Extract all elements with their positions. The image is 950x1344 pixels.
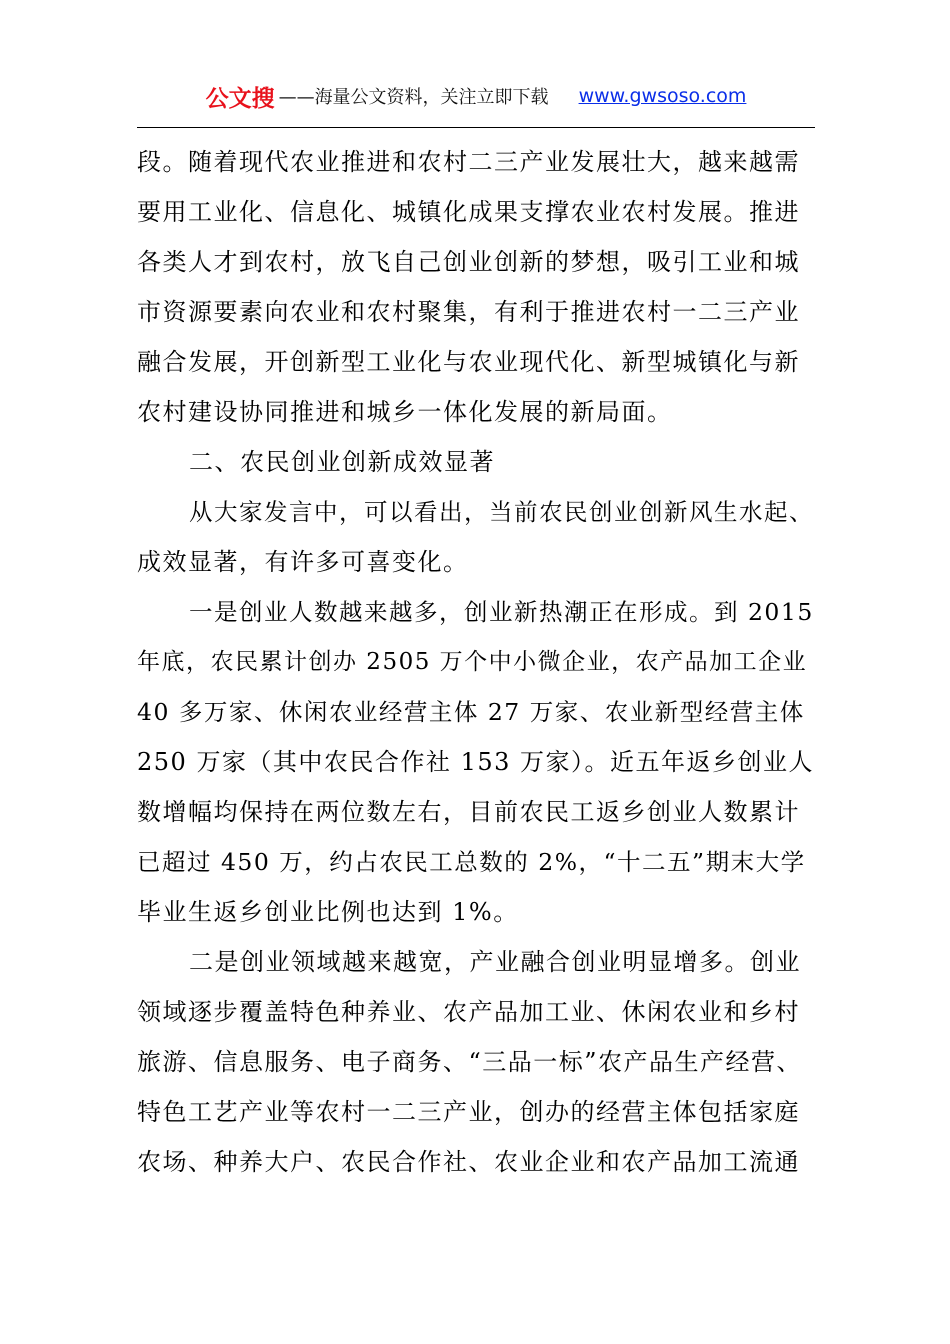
text-line: 从大家发言中，可以看出，当前农民创业创新风生水起、 — [189, 498, 814, 526]
text-line: 特色工艺产业等农村一二三产业，创办的经营主体包括家庭 — [137, 1098, 800, 1126]
text-line: 领域逐步覆盖特色种养业、农产品加工业、休闲农业和乡村 — [137, 998, 800, 1026]
text-line: 40 多万家、休闲农业经营主体 27 万家、农业新型经营主体 — [137, 698, 805, 726]
text-line: 农村建设协同推进和城乡一体化发展的新局面。 — [137, 398, 673, 426]
header-divider — [137, 127, 815, 128]
text-line: 二是创业领域越来越宽，产业融合创业明显增多。创业 — [189, 948, 801, 976]
brand-logo-text: 公文搜 — [205, 85, 275, 112]
text-line: 各类人才到农村，放飞自己创业创新的梦想，吸引工业和城 — [137, 248, 800, 276]
text-line: 段。随着现代农业推进和农村二三产业发展壮大，越来越需 — [137, 148, 800, 176]
text-line: 成效显著，有许多可喜变化。 — [137, 548, 469, 576]
section-heading: 二、农民创业创新成效显著 — [189, 448, 495, 476]
text-line: 农场、种养大户、农民合作社、农业企业和农产品加工流通 — [137, 1148, 800, 1176]
text-line: 数增幅均保持在两位数左右，目前农民工返乡创业人数累计 — [137, 798, 800, 826]
text-line: 融合发展，开创新型工业化与农业现代化、新型城镇化与新 — [137, 348, 800, 376]
text-line: 要用工业化、信息化、城镇化成果支撑农业农村发展。推进 — [137, 198, 800, 226]
website-link[interactable]: www.gwsoso.com — [578, 85, 747, 107]
text-line: 市资源要素向农业和农村聚集，有利于推进农村一二三产业 — [137, 298, 800, 326]
text-line: 旅游、信息服务、电子商务、“三品一标”农产品生产经营、 — [137, 1048, 803, 1076]
header-tagline: ——海量公文资料，关注立即下载 — [278, 87, 549, 108]
text-line: 250 万家（其中农民合作社 153 万家）。近五年返乡创业人 — [137, 748, 815, 776]
text-line: 已超过 450 万，约占农民工总数的 2%，“十二五”期末大学 — [137, 848, 806, 876]
text-line: 年底，农民累计创办 2505 万个中小微企业，农产品加工企业 — [137, 649, 808, 675]
text-line: 毕业生返乡创业比例也达到 1%。 — [137, 898, 519, 926]
page-header — [137, 80, 815, 112]
text-line: 一是创业人数越来越多，创业新热潮正在形成。到 2015 — [189, 598, 814, 626]
